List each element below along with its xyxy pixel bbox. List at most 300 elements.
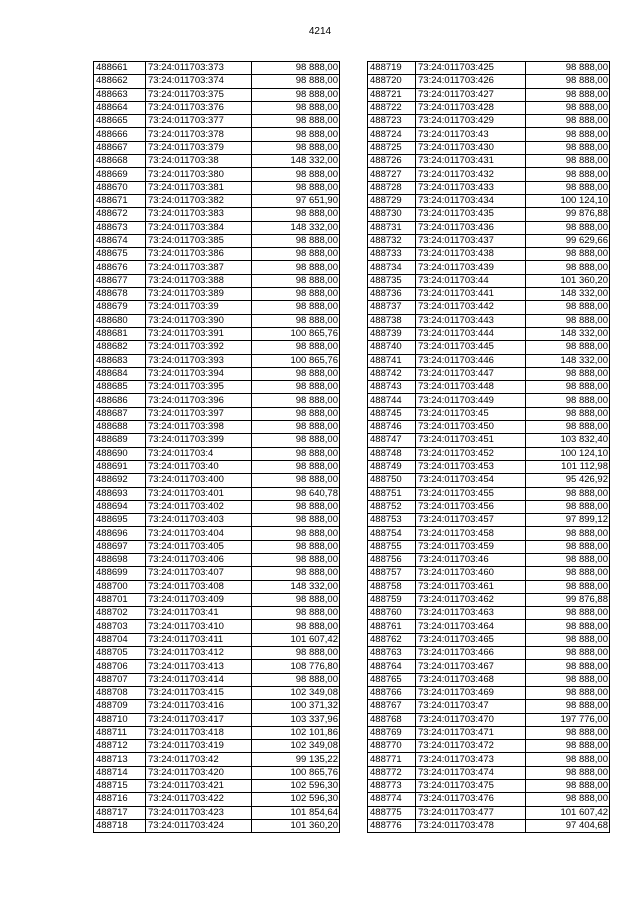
amount-cell: 98 888,00	[252, 141, 340, 154]
cadastral-number-cell: 73:24:011703:406	[146, 553, 252, 566]
row-number-cell: 488750	[368, 474, 416, 487]
cadastral-number-cell: 73:24:011703:4	[146, 447, 252, 460]
amount-cell: 95 426,92	[526, 474, 610, 487]
table-row	[368, 593, 610, 606]
table-row	[368, 381, 610, 394]
cadastral-number-cell: 73:24:011703:433	[416, 181, 526, 194]
amount-cell: 98 888,00	[526, 301, 610, 314]
cadastral-number-cell: 73:24:011703:388	[146, 274, 252, 287]
row-number-cell: 488754	[368, 527, 416, 540]
cadastral-number-cell: 73:24:011703:424	[146, 819, 252, 832]
amount-cell: 99 629,66	[526, 234, 610, 247]
table-row	[368, 434, 610, 447]
amount-cell: 98 888,00	[252, 593, 340, 606]
cadastral-number-cell: 73:24:011703:404	[146, 527, 252, 540]
table-row	[94, 101, 340, 114]
amount-cell: 98 888,00	[252, 288, 340, 301]
row-number-cell: 488701	[94, 593, 146, 606]
row-number-cell: 488716	[94, 793, 146, 806]
table-row	[94, 155, 340, 168]
table-row	[368, 301, 610, 314]
table-row	[94, 221, 340, 234]
table-row	[368, 421, 610, 434]
table-row	[94, 354, 340, 367]
amount-cell: 98 888,00	[526, 128, 610, 141]
table-row	[94, 62, 340, 75]
table-row	[94, 447, 340, 460]
registry-table-left	[93, 61, 340, 833]
table-row	[94, 553, 340, 566]
table-row	[368, 261, 610, 274]
cadastral-number-cell: 73:24:011703:382	[146, 194, 252, 207]
row-number-cell: 488686	[94, 394, 146, 407]
table-row	[368, 447, 610, 460]
amount-cell: 98 888,00	[252, 647, 340, 660]
row-number-cell: 488674	[94, 234, 146, 247]
row-number-cell: 488663	[94, 88, 146, 101]
cadastral-number-cell: 73:24:011703:43	[416, 128, 526, 141]
table-row	[368, 141, 610, 154]
table-row	[368, 527, 610, 540]
table-row	[368, 327, 610, 340]
amount-cell: 98 888,00	[252, 514, 340, 527]
amount-cell: 98 888,00	[526, 487, 610, 500]
table-row	[94, 474, 340, 487]
table-row	[94, 88, 340, 101]
amount-cell: 148 332,00	[526, 288, 610, 301]
row-number-cell: 488703	[94, 620, 146, 633]
amount-cell: 98 888,00	[526, 567, 610, 580]
table-row	[368, 553, 610, 566]
row-number-cell: 488665	[94, 115, 146, 128]
amount-cell: 98 888,00	[252, 500, 340, 513]
table-row	[368, 514, 610, 527]
table-row	[94, 248, 340, 261]
cadastral-number-cell: 73:24:011703:465	[416, 633, 526, 646]
cadastral-number-cell: 73:24:011703:394	[146, 367, 252, 380]
row-number-cell: 488752	[368, 500, 416, 513]
row-number-cell: 488771	[368, 753, 416, 766]
cadastral-number-cell: 73:24:011703:386	[146, 248, 252, 261]
amount-cell: 98 888,00	[252, 421, 340, 434]
table-row	[368, 500, 610, 513]
amount-cell: 101 112,98	[526, 460, 610, 473]
table-row	[94, 633, 340, 646]
table-row	[94, 394, 340, 407]
cadastral-number-cell: 73:24:011703:436	[416, 221, 526, 234]
cadastral-number-cell: 73:24:011703:442	[416, 301, 526, 314]
amount-cell: 98 888,00	[526, 181, 610, 194]
table-row	[368, 766, 610, 779]
table-row	[94, 580, 340, 593]
table-row	[368, 740, 610, 753]
row-number-cell: 488755	[368, 540, 416, 553]
row-number-cell: 488662	[94, 75, 146, 88]
row-number-cell: 488747	[368, 434, 416, 447]
row-number-cell: 488664	[94, 101, 146, 114]
amount-cell: 98 888,00	[526, 527, 610, 540]
table-row	[94, 740, 340, 753]
amount-cell: 98 888,00	[526, 407, 610, 420]
cadastral-number-cell: 73:24:011703:437	[416, 234, 526, 247]
row-number-cell: 488700	[94, 580, 146, 593]
cadastral-number-cell: 73:24:011703:454	[416, 474, 526, 487]
table-row	[368, 115, 610, 128]
amount-cell: 98 888,00	[526, 367, 610, 380]
row-number-cell: 488711	[94, 726, 146, 739]
row-number-cell: 488740	[368, 341, 416, 354]
cadastral-number-cell: 73:24:011703:431	[416, 155, 526, 168]
row-number-cell: 488668	[94, 155, 146, 168]
table-row	[94, 527, 340, 540]
amount-cell: 98 888,00	[252, 527, 340, 540]
cadastral-number-cell: 73:24:011703:417	[146, 713, 252, 726]
row-number-cell: 488661	[94, 62, 146, 75]
amount-cell: 98 888,00	[252, 434, 340, 447]
amount-cell: 98 888,00	[252, 407, 340, 420]
amount-cell: 98 888,00	[252, 115, 340, 128]
cadastral-number-cell: 73:24:011703:47	[416, 700, 526, 713]
table-row	[368, 580, 610, 593]
row-number-cell: 488719	[368, 62, 416, 75]
amount-cell: 102 596,30	[252, 780, 340, 793]
amount-cell: 102 596,30	[252, 793, 340, 806]
table-row	[368, 673, 610, 686]
row-number-cell: 488677	[94, 274, 146, 287]
amount-cell: 98 888,00	[526, 115, 610, 128]
table-row	[94, 647, 340, 660]
amount-cell: 98 888,00	[252, 447, 340, 460]
row-number-cell: 488727	[368, 168, 416, 181]
cadastral-number-cell: 73:24:011703:441	[416, 288, 526, 301]
row-number-cell: 488729	[368, 194, 416, 207]
cadastral-number-cell: 73:24:011703:463	[416, 607, 526, 620]
table-row	[94, 673, 340, 686]
table-row	[94, 713, 340, 726]
table-row	[94, 819, 340, 832]
row-number-cell: 488746	[368, 421, 416, 434]
row-number-cell: 488713	[94, 753, 146, 766]
registry-table-right	[367, 61, 610, 833]
cadastral-number-cell: 73:24:011703:374	[146, 75, 252, 88]
table-row	[368, 234, 610, 247]
table-row	[94, 460, 340, 473]
cadastral-number-cell: 73:24:011703:375	[146, 88, 252, 101]
row-number-cell: 488761	[368, 620, 416, 633]
amount-cell: 98 888,00	[526, 141, 610, 154]
amount-cell: 98 888,00	[526, 620, 610, 633]
amount-cell: 98 888,00	[526, 314, 610, 327]
amount-cell: 98 888,00	[252, 474, 340, 487]
amount-cell: 98 888,00	[526, 62, 610, 75]
amount-cell: 98 640,78	[252, 487, 340, 500]
table-row	[368, 540, 610, 553]
row-number-cell: 488673	[94, 221, 146, 234]
amount-cell: 98 888,00	[526, 261, 610, 274]
table-row	[94, 208, 340, 221]
cadastral-number-cell: 73:24:011703:373	[146, 62, 252, 75]
amount-cell: 98 888,00	[252, 88, 340, 101]
table-row	[368, 660, 610, 673]
amount-cell: 98 888,00	[526, 421, 610, 434]
row-number-cell: 488678	[94, 288, 146, 301]
amount-cell: 98 888,00	[526, 394, 610, 407]
table-row	[94, 753, 340, 766]
amount-cell: 103 337,96	[252, 713, 340, 726]
row-number-cell: 488684	[94, 367, 146, 380]
row-number-cell: 488726	[368, 155, 416, 168]
amount-cell: 98 888,00	[252, 540, 340, 553]
row-number-cell: 488710	[94, 713, 146, 726]
table-row	[94, 181, 340, 194]
table-row	[368, 460, 610, 473]
amount-cell: 101 607,42	[526, 806, 610, 819]
row-number-cell: 488733	[368, 248, 416, 261]
cadastral-number-cell: 73:24:011703:44	[416, 274, 526, 287]
cadastral-number-cell: 73:24:011703:430	[416, 141, 526, 154]
table-row	[94, 500, 340, 513]
cadastral-number-cell: 73:24:011703:449	[416, 394, 526, 407]
cadastral-number-cell: 73:24:011703:378	[146, 128, 252, 141]
cadastral-number-cell: 73:24:011703:418	[146, 726, 252, 739]
cadastral-number-cell: 73:24:011703:435	[416, 208, 526, 221]
row-number-cell: 488736	[368, 288, 416, 301]
cadastral-number-cell: 73:24:011703:468	[416, 673, 526, 686]
amount-cell: 98 888,00	[526, 766, 610, 779]
row-number-cell: 488707	[94, 673, 146, 686]
amount-cell: 98 888,00	[252, 208, 340, 221]
cadastral-number-cell: 73:24:011703:38	[146, 155, 252, 168]
row-number-cell: 488731	[368, 221, 416, 234]
table-row	[368, 181, 610, 194]
cadastral-number-cell: 73:24:011703:420	[146, 766, 252, 779]
cadastral-number-cell: 73:24:011703:396	[146, 394, 252, 407]
cadastral-number-cell: 73:24:011703:39	[146, 301, 252, 314]
table-row	[94, 726, 340, 739]
table-row	[94, 540, 340, 553]
cadastral-number-cell: 73:24:011703:427	[416, 88, 526, 101]
table-row	[368, 633, 610, 646]
cadastral-number-cell: 73:24:011703:422	[146, 793, 252, 806]
amount-cell: 98 888,00	[526, 780, 610, 793]
amount-cell: 99 135,22	[252, 753, 340, 766]
row-number-cell: 488751	[368, 487, 416, 500]
cadastral-number-cell: 73:24:011703:407	[146, 567, 252, 580]
cadastral-number-cell: 73:24:011703:395	[146, 381, 252, 394]
table-row	[368, 354, 610, 367]
row-number-cell: 488770	[368, 740, 416, 753]
row-number-cell: 488690	[94, 447, 146, 460]
cadastral-number-cell: 73:24:011703:376	[146, 101, 252, 114]
amount-cell: 101 607,42	[252, 633, 340, 646]
amount-cell: 98 888,00	[252, 234, 340, 247]
table-row	[368, 314, 610, 327]
cadastral-number-cell: 73:24:011703:429	[416, 115, 526, 128]
row-number-cell: 488767	[368, 700, 416, 713]
row-number-cell: 488675	[94, 248, 146, 261]
cadastral-number-cell: 73:24:011703:405	[146, 540, 252, 553]
table-row	[368, 341, 610, 354]
row-number-cell: 488698	[94, 553, 146, 566]
amount-cell: 102 101,86	[252, 726, 340, 739]
registry-table-right-body	[368, 62, 610, 833]
amount-cell: 98 888,00	[526, 500, 610, 513]
row-number-cell: 488739	[368, 327, 416, 340]
cadastral-number-cell: 73:24:011703:466	[416, 647, 526, 660]
cadastral-number-cell: 73:24:011703:411	[146, 633, 252, 646]
page-number: 4214	[308, 26, 332, 37]
row-number-cell: 488694	[94, 500, 146, 513]
row-number-cell: 488773	[368, 780, 416, 793]
table-row	[94, 487, 340, 500]
table-row	[368, 88, 610, 101]
table-row	[94, 607, 340, 620]
row-number-cell: 488667	[94, 141, 146, 154]
table-row	[94, 686, 340, 699]
table-row	[94, 700, 340, 713]
amount-cell: 98 888,00	[526, 700, 610, 713]
cadastral-number-cell: 73:24:011703:477	[416, 806, 526, 819]
cadastral-number-cell: 73:24:011703:397	[146, 407, 252, 420]
table-row	[368, 726, 610, 739]
row-number-cell: 488725	[368, 141, 416, 154]
cadastral-number-cell: 73:24:011703:392	[146, 341, 252, 354]
amount-cell: 98 888,00	[526, 75, 610, 88]
amount-cell: 98 888,00	[526, 793, 610, 806]
amount-cell: 98 888,00	[252, 553, 340, 566]
amount-cell: 98 888,00	[252, 181, 340, 194]
table-row	[368, 793, 610, 806]
amount-cell: 148 332,00	[526, 354, 610, 367]
table-row	[94, 168, 340, 181]
row-number-cell: 488766	[368, 686, 416, 699]
table-row	[368, 487, 610, 500]
row-number-cell: 488742	[368, 367, 416, 380]
amount-cell: 100 124,10	[526, 194, 610, 207]
row-number-cell: 488760	[368, 607, 416, 620]
table-row	[94, 620, 340, 633]
cadastral-number-cell: 73:24:011703:403	[146, 514, 252, 527]
amount-cell: 98 888,00	[252, 460, 340, 473]
amount-cell: 99 876,88	[526, 593, 610, 606]
amount-cell: 100 865,76	[252, 327, 340, 340]
amount-cell: 98 888,00	[526, 740, 610, 753]
cadastral-number-cell: 73:24:011703:401	[146, 487, 252, 500]
cadastral-number-cell: 73:24:011703:478	[416, 819, 526, 832]
table-row	[368, 101, 610, 114]
cadastral-number-cell: 73:24:011703:398	[146, 421, 252, 434]
row-number-cell: 488705	[94, 647, 146, 660]
table-row	[368, 567, 610, 580]
row-number-cell: 488735	[368, 274, 416, 287]
amount-cell: 148 332,00	[252, 221, 340, 234]
amount-cell: 98 888,00	[526, 673, 610, 686]
row-number-cell: 488741	[368, 354, 416, 367]
cadastral-number-cell: 73:24:011703:461	[416, 580, 526, 593]
amount-cell: 97 899,12	[526, 514, 610, 527]
table-row	[368, 367, 610, 380]
cadastral-number-cell: 73:24:011703:455	[416, 487, 526, 500]
row-number-cell: 488744	[368, 394, 416, 407]
row-number-cell: 488743	[368, 381, 416, 394]
cadastral-number-cell: 73:24:011703:385	[146, 234, 252, 247]
row-number-cell: 488715	[94, 780, 146, 793]
row-number-cell: 488692	[94, 474, 146, 487]
table-row	[368, 686, 610, 699]
row-number-cell: 488669	[94, 168, 146, 181]
amount-cell: 98 888,00	[252, 301, 340, 314]
amount-cell: 148 332,00	[252, 155, 340, 168]
cadastral-number-cell: 73:24:011703:452	[416, 447, 526, 460]
amount-cell: 98 888,00	[252, 607, 340, 620]
table-row	[94, 793, 340, 806]
table-row	[94, 367, 340, 380]
row-number-cell: 488759	[368, 593, 416, 606]
cadastral-number-cell: 73:24:011703:438	[416, 248, 526, 261]
row-number-cell: 488749	[368, 460, 416, 473]
table-row	[94, 234, 340, 247]
row-number-cell: 488676	[94, 261, 146, 274]
cadastral-number-cell: 73:24:011703:41	[146, 607, 252, 620]
row-number-cell: 488672	[94, 208, 146, 221]
row-number-cell: 488702	[94, 607, 146, 620]
row-number-cell: 488697	[94, 540, 146, 553]
row-number-cell: 488685	[94, 381, 146, 394]
table-row	[94, 381, 340, 394]
cadastral-number-cell: 73:24:011703:426	[416, 75, 526, 88]
cadastral-number-cell: 73:24:011703:474	[416, 766, 526, 779]
cadastral-number-cell: 73:24:011703:415	[146, 686, 252, 699]
cadastral-number-cell: 73:24:011703:410	[146, 620, 252, 633]
cadastral-number-cell: 73:24:011703:451	[416, 434, 526, 447]
cadastral-number-cell: 73:24:011703:460	[416, 567, 526, 580]
cadastral-number-cell: 73:24:011703:416	[146, 700, 252, 713]
row-number-cell: 488671	[94, 194, 146, 207]
amount-cell: 97 651,90	[252, 194, 340, 207]
cadastral-number-cell: 73:24:011703:391	[146, 327, 252, 340]
row-number-cell: 488722	[368, 101, 416, 114]
row-number-cell: 488730	[368, 208, 416, 221]
amount-cell: 98 888,00	[252, 673, 340, 686]
cadastral-number-cell: 73:24:011703:45	[416, 407, 526, 420]
cadastral-number-cell: 73:24:011703:390	[146, 314, 252, 327]
row-number-cell: 488691	[94, 460, 146, 473]
table-row	[368, 780, 610, 793]
registry-table-left-body	[94, 62, 340, 833]
row-number-cell: 488775	[368, 806, 416, 819]
table-row	[94, 75, 340, 88]
cadastral-number-cell: 73:24:011703:381	[146, 181, 252, 194]
amount-cell: 103 832,40	[526, 434, 610, 447]
row-number-cell: 488728	[368, 181, 416, 194]
cadastral-number-cell: 73:24:011703:444	[416, 327, 526, 340]
cadastral-number-cell: 73:24:011703:425	[416, 62, 526, 75]
table-row	[94, 288, 340, 301]
amount-cell: 102 349,08	[252, 740, 340, 753]
amount-cell: 100 371,32	[252, 700, 340, 713]
table-row	[94, 421, 340, 434]
amount-cell: 98 888,00	[526, 540, 610, 553]
table-row	[94, 301, 340, 314]
table-row	[368, 753, 610, 766]
cadastral-number-cell: 73:24:011703:421	[146, 780, 252, 793]
row-number-cell: 488764	[368, 660, 416, 673]
amount-cell: 98 888,00	[252, 62, 340, 75]
cadastral-number-cell: 73:24:011703:380	[146, 168, 252, 181]
table-row	[368, 806, 610, 819]
cadastral-number-cell: 73:24:011703:457	[416, 514, 526, 527]
amount-cell: 98 888,00	[252, 367, 340, 380]
